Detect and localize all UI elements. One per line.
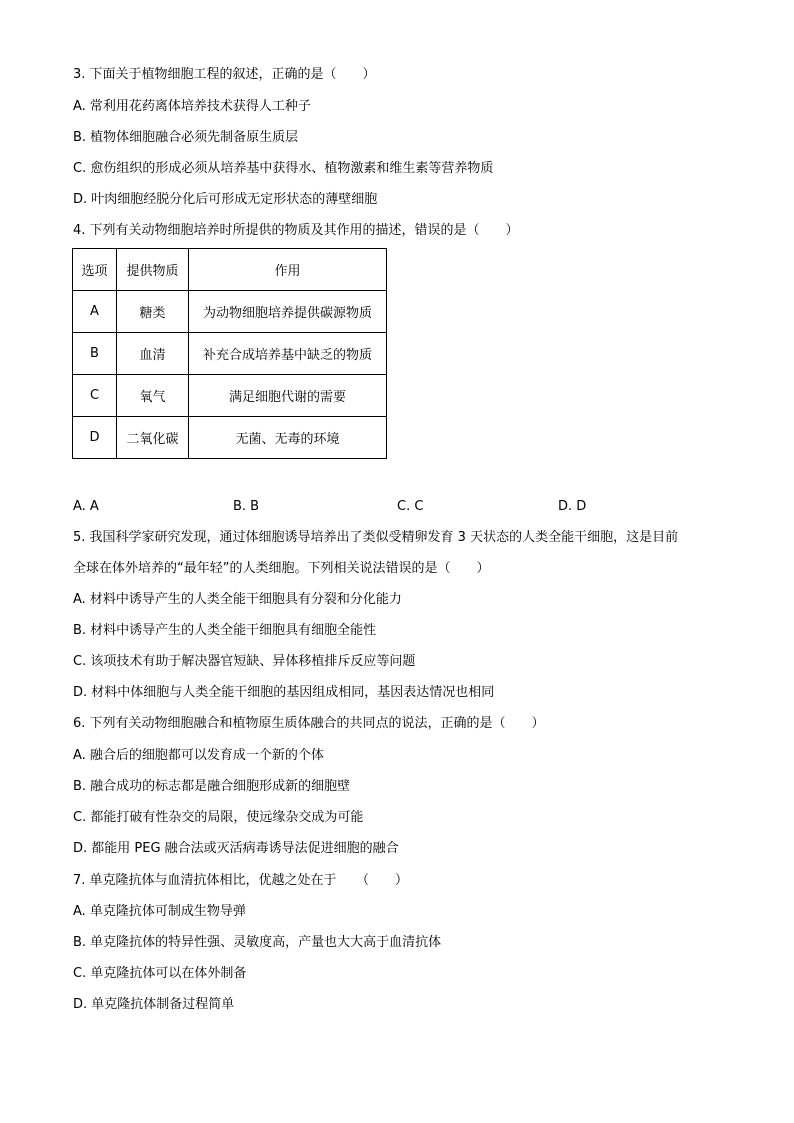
table-header-cell: 提供物质 — [117, 249, 189, 291]
table-cell: 为动物细胞培养提供碳源物质 — [189, 291, 387, 333]
table-cell: A — [73, 291, 117, 333]
q3-option-c: C. 愈伤组织的形成必须从培养基中获得水、植物激素和维生素等营养物质 — [73, 161, 494, 176]
q4-choice-d: D. D — [558, 499, 587, 514]
q7-option-b: B. 单克隆抗体的特异性强、灵敏度高，产量也大大高于血清抗体 — [73, 935, 442, 950]
table-row — [73, 375, 387, 417]
q3-option-d: D. 叶肉细胞经脱分化后可形成无定形状态的薄壁细胞 — [73, 192, 378, 207]
table-cell: 二氧化碳 — [117, 417, 189, 459]
table-cell: 血清 — [117, 333, 189, 375]
q5-option-c: C. 该项技术有助于解决器官短缺、异体移植排斥反应等问题 — [73, 654, 416, 669]
table-row — [73, 333, 387, 375]
table-cell: 氧气 — [117, 375, 189, 417]
q6-option-c: C. 都能打破有性杂交的局限，使远缘杂交成为可能 — [73, 810, 364, 825]
q3-stem: 3. 下面关于植物细胞工程的叙述，正确的是（ ） — [73, 67, 376, 82]
table-header-cell: 作用 — [189, 249, 387, 291]
q7-option-a: A. 单克隆抗体可制成生物导弹 — [73, 904, 246, 919]
q7-stem: 7. 单克隆抗体与血清抗体相比，优越之处在于 （ ） — [73, 873, 409, 888]
table-cell: 糖类 — [117, 291, 189, 333]
q3-option-a: A. 常利用花药离体培养技术获得人工种子 — [73, 99, 311, 114]
q7-option-c: C. 单克隆抗体可以在体外制备 — [73, 966, 247, 981]
q3-option-b: B. 植物体细胞融合必须先制备原生质层 — [73, 130, 299, 145]
q4-choice-b: B. B — [233, 499, 260, 514]
table-header-cell: 选项 — [73, 249, 117, 291]
table-cell: D — [73, 417, 117, 459]
q6-stem: 6. 下列有关动物细胞融合和植物原生质体融合的共同点的说法，正确的是（ ） — [73, 716, 545, 731]
q6-option-d: D. 都能用 PEG 融合法或灭活病毒诱导法促进细胞的融合 — [73, 841, 399, 856]
table-cell: C — [73, 375, 117, 417]
q5-option-b: B. 材料中诱导产生的人类全能干细胞具有细胞全能性 — [73, 623, 377, 638]
table-cell: 补充合成培养基中缺乏的物质 — [189, 333, 387, 375]
q6-option-a: A. 融合后的细胞都可以发育成一个新的个体 — [73, 748, 324, 763]
table-cell: B — [73, 333, 117, 375]
table-row — [73, 417, 387, 459]
q5-stem-line2: 全球在体外培养的“最年轻”的人类细胞。下列相关说法错误的是（ ） — [73, 561, 490, 576]
q5-option-d: D. 材料中体细胞与人类全能干细胞的基因组成相同，基因表达情况也相同 — [73, 685, 495, 700]
table-cell: 无菌、无毒的环境 — [189, 417, 387, 459]
table-header-row — [73, 249, 387, 291]
q5-option-a: A. 材料中诱导产生的人类全能干细胞具有分裂和分化能力 — [73, 592, 402, 607]
q4-stem: 4. 下列有关动物细胞培养时所提供的物质及其作用的描述，错误的是（ ） — [73, 223, 519, 238]
q5-stem-line1: 5. 我国科学家研究发现，通过体细胞诱导培养出了类似受精卵发育 3 天状态的人类全能干细胞，这是目前 — [73, 530, 679, 545]
q4-table — [72, 248, 387, 459]
q7-option-d: D. 单克隆抗体制备过程简单 — [73, 997, 235, 1012]
q6-option-b: B. 融合成功的标志都是融合细胞形成新的细胞壁 — [73, 779, 351, 794]
table-cell: 满足细胞代谢的需要 — [189, 375, 387, 417]
table-row — [73, 291, 387, 333]
q4-choice-c: C. C — [397, 499, 424, 514]
q4-choice-a: A. A — [73, 499, 99, 514]
